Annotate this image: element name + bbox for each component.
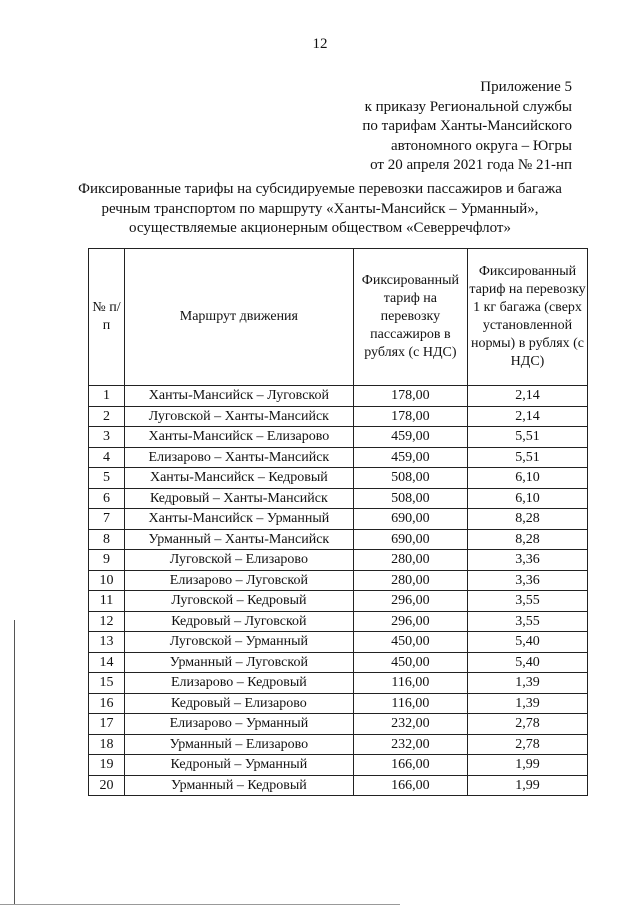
cell-number: 19 bbox=[89, 755, 125, 776]
cell-baggage-tariff: 1,39 bbox=[468, 693, 588, 714]
cell-baggage-tariff: 3,36 bbox=[468, 570, 588, 591]
table-row bbox=[89, 509, 588, 530]
cell-route: Урманный – Елизарово bbox=[125, 734, 354, 755]
cell-baggage-tariff: 6,10 bbox=[468, 488, 588, 509]
table-row bbox=[89, 591, 588, 612]
table-row bbox=[89, 447, 588, 468]
cell-number: 3 bbox=[89, 427, 125, 448]
table-row bbox=[89, 488, 588, 509]
cell-baggage-tariff: 2,78 bbox=[468, 714, 588, 735]
appendix-header bbox=[272, 78, 572, 176]
table-row bbox=[89, 632, 588, 653]
cell-passenger-tariff: 508,00 bbox=[353, 488, 467, 509]
cell-passenger-tariff: 166,00 bbox=[353, 775, 467, 796]
cell-passenger-tariff: 690,00 bbox=[353, 509, 467, 530]
cell-baggage-tariff: 8,28 bbox=[468, 509, 588, 530]
appendix-line: Приложение 5 bbox=[480, 79, 572, 95]
cell-baggage-tariff: 6,10 bbox=[468, 468, 588, 489]
cell-baggage-tariff: 1,99 bbox=[468, 775, 588, 796]
cell-passenger-tariff: 459,00 bbox=[353, 447, 467, 468]
title-line: Фиксированные тарифы на субсидируемые перевозки пассажиров и багажа bbox=[78, 181, 562, 197]
cell-route: Урманный – Ханты-Мансийск bbox=[125, 529, 354, 550]
table-row bbox=[89, 529, 588, 550]
table-row bbox=[89, 550, 588, 571]
cell-passenger-tariff: 280,00 bbox=[353, 570, 467, 591]
table-row bbox=[89, 468, 588, 489]
cell-baggage-tariff: 3,55 bbox=[468, 591, 588, 612]
table-row bbox=[89, 427, 588, 448]
document-title bbox=[40, 180, 600, 239]
cell-baggage-tariff: 2,78 bbox=[468, 734, 588, 755]
cell-route: Кедровый – Луговской bbox=[125, 611, 354, 632]
cell-route: Елизарово – Ханты-Мансийск bbox=[125, 447, 354, 468]
cell-number: 6 bbox=[89, 488, 125, 509]
page-number: 12 bbox=[312, 36, 328, 52]
cell-route: Урманный – Кедровый bbox=[125, 775, 354, 796]
cell-passenger-tariff: 508,00 bbox=[353, 468, 467, 489]
cell-baggage-tariff: 8,28 bbox=[468, 529, 588, 550]
cell-route: Луговской – Ханты-Мансийск bbox=[125, 406, 354, 427]
appendix-line: к приказу Региональной службы bbox=[364, 98, 572, 115]
cell-passenger-tariff: 232,00 bbox=[353, 734, 467, 755]
header-route: Маршрут движения bbox=[125, 249, 354, 386]
cell-number: 2 bbox=[89, 406, 125, 427]
cell-passenger-tariff: 116,00 bbox=[353, 673, 467, 694]
cell-number: 8 bbox=[89, 529, 125, 550]
header-number: № п/п bbox=[89, 249, 125, 386]
cell-number: 12 bbox=[89, 611, 125, 632]
table-row bbox=[89, 693, 588, 714]
cell-number: 15 bbox=[89, 673, 125, 694]
cell-baggage-tariff: 2,14 bbox=[468, 406, 588, 427]
cell-passenger-tariff: 459,00 bbox=[353, 427, 467, 448]
table-row bbox=[89, 734, 588, 755]
cell-number: 1 bbox=[89, 386, 125, 407]
cell-number: 10 bbox=[89, 570, 125, 591]
cell-baggage-tariff: 5,51 bbox=[468, 447, 588, 468]
table-row bbox=[89, 673, 588, 694]
cell-baggage-tariff: 1,99 bbox=[468, 755, 588, 776]
cell-number: 14 bbox=[89, 652, 125, 673]
title-line: речным транспортом по маршруту «Ханты-Мансийск – Урманный», bbox=[101, 200, 539, 217]
cell-passenger-tariff: 280,00 bbox=[353, 550, 467, 571]
cell-number: 7 bbox=[89, 509, 125, 530]
cell-baggage-tariff: 5,40 bbox=[468, 652, 588, 673]
cell-route: Ханты-Мансийск – Урманный bbox=[125, 509, 354, 530]
table-row bbox=[89, 755, 588, 776]
cell-route: Кедровый – Елизарово bbox=[125, 693, 354, 714]
cell-passenger-tariff: 116,00 bbox=[353, 693, 467, 714]
cell-passenger-tariff: 178,00 bbox=[353, 406, 467, 427]
header-baggage-tariff: Фиксированный тариф на перевозку 1 кг багажа (сверх установленной нормы) в рублях (с НДС) bbox=[468, 249, 588, 386]
cell-passenger-tariff: 296,00 bbox=[353, 611, 467, 632]
appendix-line: по тарифам Ханты-Мансийского bbox=[362, 118, 572, 134]
cell-route: Луговской – Кедровый bbox=[125, 591, 354, 612]
cell-route: Луговской – Елизарово bbox=[125, 550, 354, 571]
table-row bbox=[89, 570, 588, 591]
cell-baggage-tariff: 3,55 bbox=[468, 611, 588, 632]
cell-passenger-tariff: 178,00 bbox=[353, 386, 467, 407]
cell-passenger-tariff: 450,00 bbox=[353, 632, 467, 653]
cell-route: Елизарово – Урманный bbox=[125, 714, 354, 735]
cell-route: Кедроный – Урманный bbox=[125, 755, 354, 776]
appendix-line: от 20 апреля 2021 года № 21-нп bbox=[370, 157, 572, 173]
cell-baggage-tariff: 2,14 bbox=[468, 386, 588, 407]
cell-route: Елизарово – Кедровый bbox=[125, 673, 354, 694]
table-row bbox=[89, 386, 588, 407]
cell-route: Луговской – Урманный bbox=[125, 632, 354, 653]
cell-number: 11 bbox=[89, 591, 125, 612]
table-row bbox=[89, 714, 588, 735]
cell-route: Урманный – Луговской bbox=[125, 652, 354, 673]
cell-number: 13 bbox=[89, 632, 125, 653]
cell-baggage-tariff: 5,51 bbox=[468, 427, 588, 448]
cell-route: Елизарово – Луговской bbox=[125, 570, 354, 591]
cell-baggage-tariff: 1,39 bbox=[468, 673, 588, 694]
table-row bbox=[89, 775, 588, 796]
cell-passenger-tariff: 232,00 bbox=[353, 714, 467, 735]
cell-number: 17 bbox=[89, 714, 125, 735]
cell-passenger-tariff: 296,00 bbox=[353, 591, 467, 612]
cell-passenger-tariff: 690,00 bbox=[353, 529, 467, 550]
cell-number: 4 bbox=[89, 447, 125, 468]
scan-edge-line bbox=[14, 620, 15, 905]
appendix-line: автономного округа – Югры bbox=[390, 137, 572, 154]
cell-route: Ханты-Мансийск – Елизарово bbox=[125, 427, 354, 448]
header-passenger-tariff: Фиксированный тариф на перевозку пассажиров в рублях (с НДС) bbox=[353, 249, 467, 386]
table-row bbox=[89, 406, 588, 427]
table-row bbox=[89, 611, 588, 632]
table-body bbox=[89, 386, 588, 796]
cell-number: 18 bbox=[89, 734, 125, 755]
cell-number: 5 bbox=[89, 468, 125, 489]
table-header-row bbox=[89, 249, 588, 386]
cell-passenger-tariff: 450,00 bbox=[353, 652, 467, 673]
cell-baggage-tariff: 5,40 bbox=[468, 632, 588, 653]
cell-route: Ханты-Мансийск – Луговской bbox=[125, 386, 354, 407]
cell-number: 9 bbox=[89, 550, 125, 571]
cell-passenger-tariff: 166,00 bbox=[353, 755, 467, 776]
table-row bbox=[89, 652, 588, 673]
cell-number: 16 bbox=[89, 693, 125, 714]
cell-number: 20 bbox=[89, 775, 125, 796]
tariff-table bbox=[88, 248, 588, 796]
cell-route: Кедровый – Ханты-Мансийск bbox=[125, 488, 354, 509]
cell-baggage-tariff: 3,36 bbox=[468, 550, 588, 571]
title-line: осуществляемые акционерным обществом «Северречфлот» bbox=[129, 220, 511, 236]
cell-route: Ханты-Мансийск – Кедровый bbox=[125, 468, 354, 489]
